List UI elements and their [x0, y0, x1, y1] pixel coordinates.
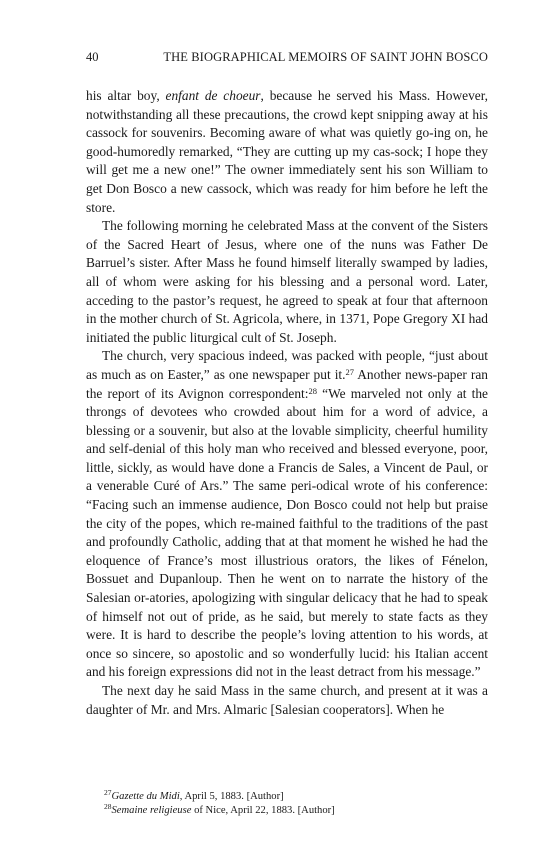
italic-text: enfant de choeur [165, 88, 261, 103]
text-run: of Nice, April 22, 1883. [Author] [191, 805, 335, 816]
footnote [104, 804, 488, 818]
footnote [104, 790, 488, 804]
text-run: The next day he said Mass in the same church, and present at it was a daughter of Mr. and Mrs. Almaric [Salesian cooperators]. When he [86, 683, 488, 717]
text-run: , because he served his Mass. However, notwithstanding all these precautions, the crowd kept snipping away at his cassock for souvenirs. Becoming aware of what was quietly go-ing on, he good-humoredly remarked, “They are cutting up my cas-sock; I hope they will get me a new one!” The owner immediately sent his son William to get Don Bosco a new cassock, which was ready for him before he left the store. [86, 88, 488, 215]
text-run: The following morning he celebrated Mass at the convent of the Sisters of the Sacred Heart of Jesus, where one of the nuns was Father De Barruel’s sister. After Mass he found himself literally swamped by ladies, all of whom were asking for his blessing and a personal word. Later, acceding to the pastor’s request, he agreed to speak at four that afternoon in the mother church of St. Agricola, where, in 1371, Pope Gregory XI had initiated the public liturgical cult of St. Joseph. [86, 218, 488, 345]
page-header [86, 48, 488, 66]
footnotes [104, 790, 488, 818]
footnote-reference: 27 [345, 366, 354, 377]
paragraph [86, 347, 488, 682]
text-run: Another news-paper ran the report of its Avignon correspondent: [86, 366, 488, 401]
footnote-mark: 28 [104, 802, 112, 811]
text-run: “We marveled not only at the throngs of devotees who crowded about him for a word of advice, a blessing or a souvenir, but also at the lovable simplicity, cheerful humility and self-denial of this holy man who received and blessed everyone, poor, little, sickly, as would have done a Francis de Sales, a Vincent de Paul, or a venerable Curé of Ars.” The same peri-odical wrote of his conference: “Facing such an immense audience, Don Bosco could not help but praise the city of the popes, which re-mained faithful to the traditions of the past and profoundly Catholic, adding that at that moment he wished he had the eloquence of France’s most illustrious orators, the likes of Fénelon, Bossuet and Dupanloup. Then he went on to narrate the history of the Salesian or-atories, apologizing with singular delicacy that he had to speak of himself not out of pride, as he said, but merely to state facts as they were. It is hard to describe the people’s loving attention to his words, at once so sincere, so apostolic and so wonderfully lucid: his Italian accent and his foreign expressions did not in the least detract from his message.” [86, 385, 488, 680]
footnote-mark: 27 [104, 788, 112, 797]
body-text [86, 87, 488, 719]
paragraph [86, 87, 488, 217]
text-run: , April 5, 1883. [Author] [179, 791, 284, 802]
italic-text: Semaine religieuse [111, 805, 192, 816]
footnote-reference: 28 [308, 385, 317, 396]
running-head: THE BIOGRAPHICAL MEMOIRS OF SAINT JOHN BOSCO [163, 50, 488, 64]
italic-text: Gazette du Midi [111, 791, 180, 802]
paragraph [86, 217, 488, 347]
page-number: 40 [86, 50, 99, 64]
paragraph [86, 682, 488, 719]
text-run: The church, very spacious indeed, was packed with people, “just about as much as on Easter,” as one newspaper put it. [86, 348, 488, 382]
text-run: his altar boy, [86, 88, 166, 103]
